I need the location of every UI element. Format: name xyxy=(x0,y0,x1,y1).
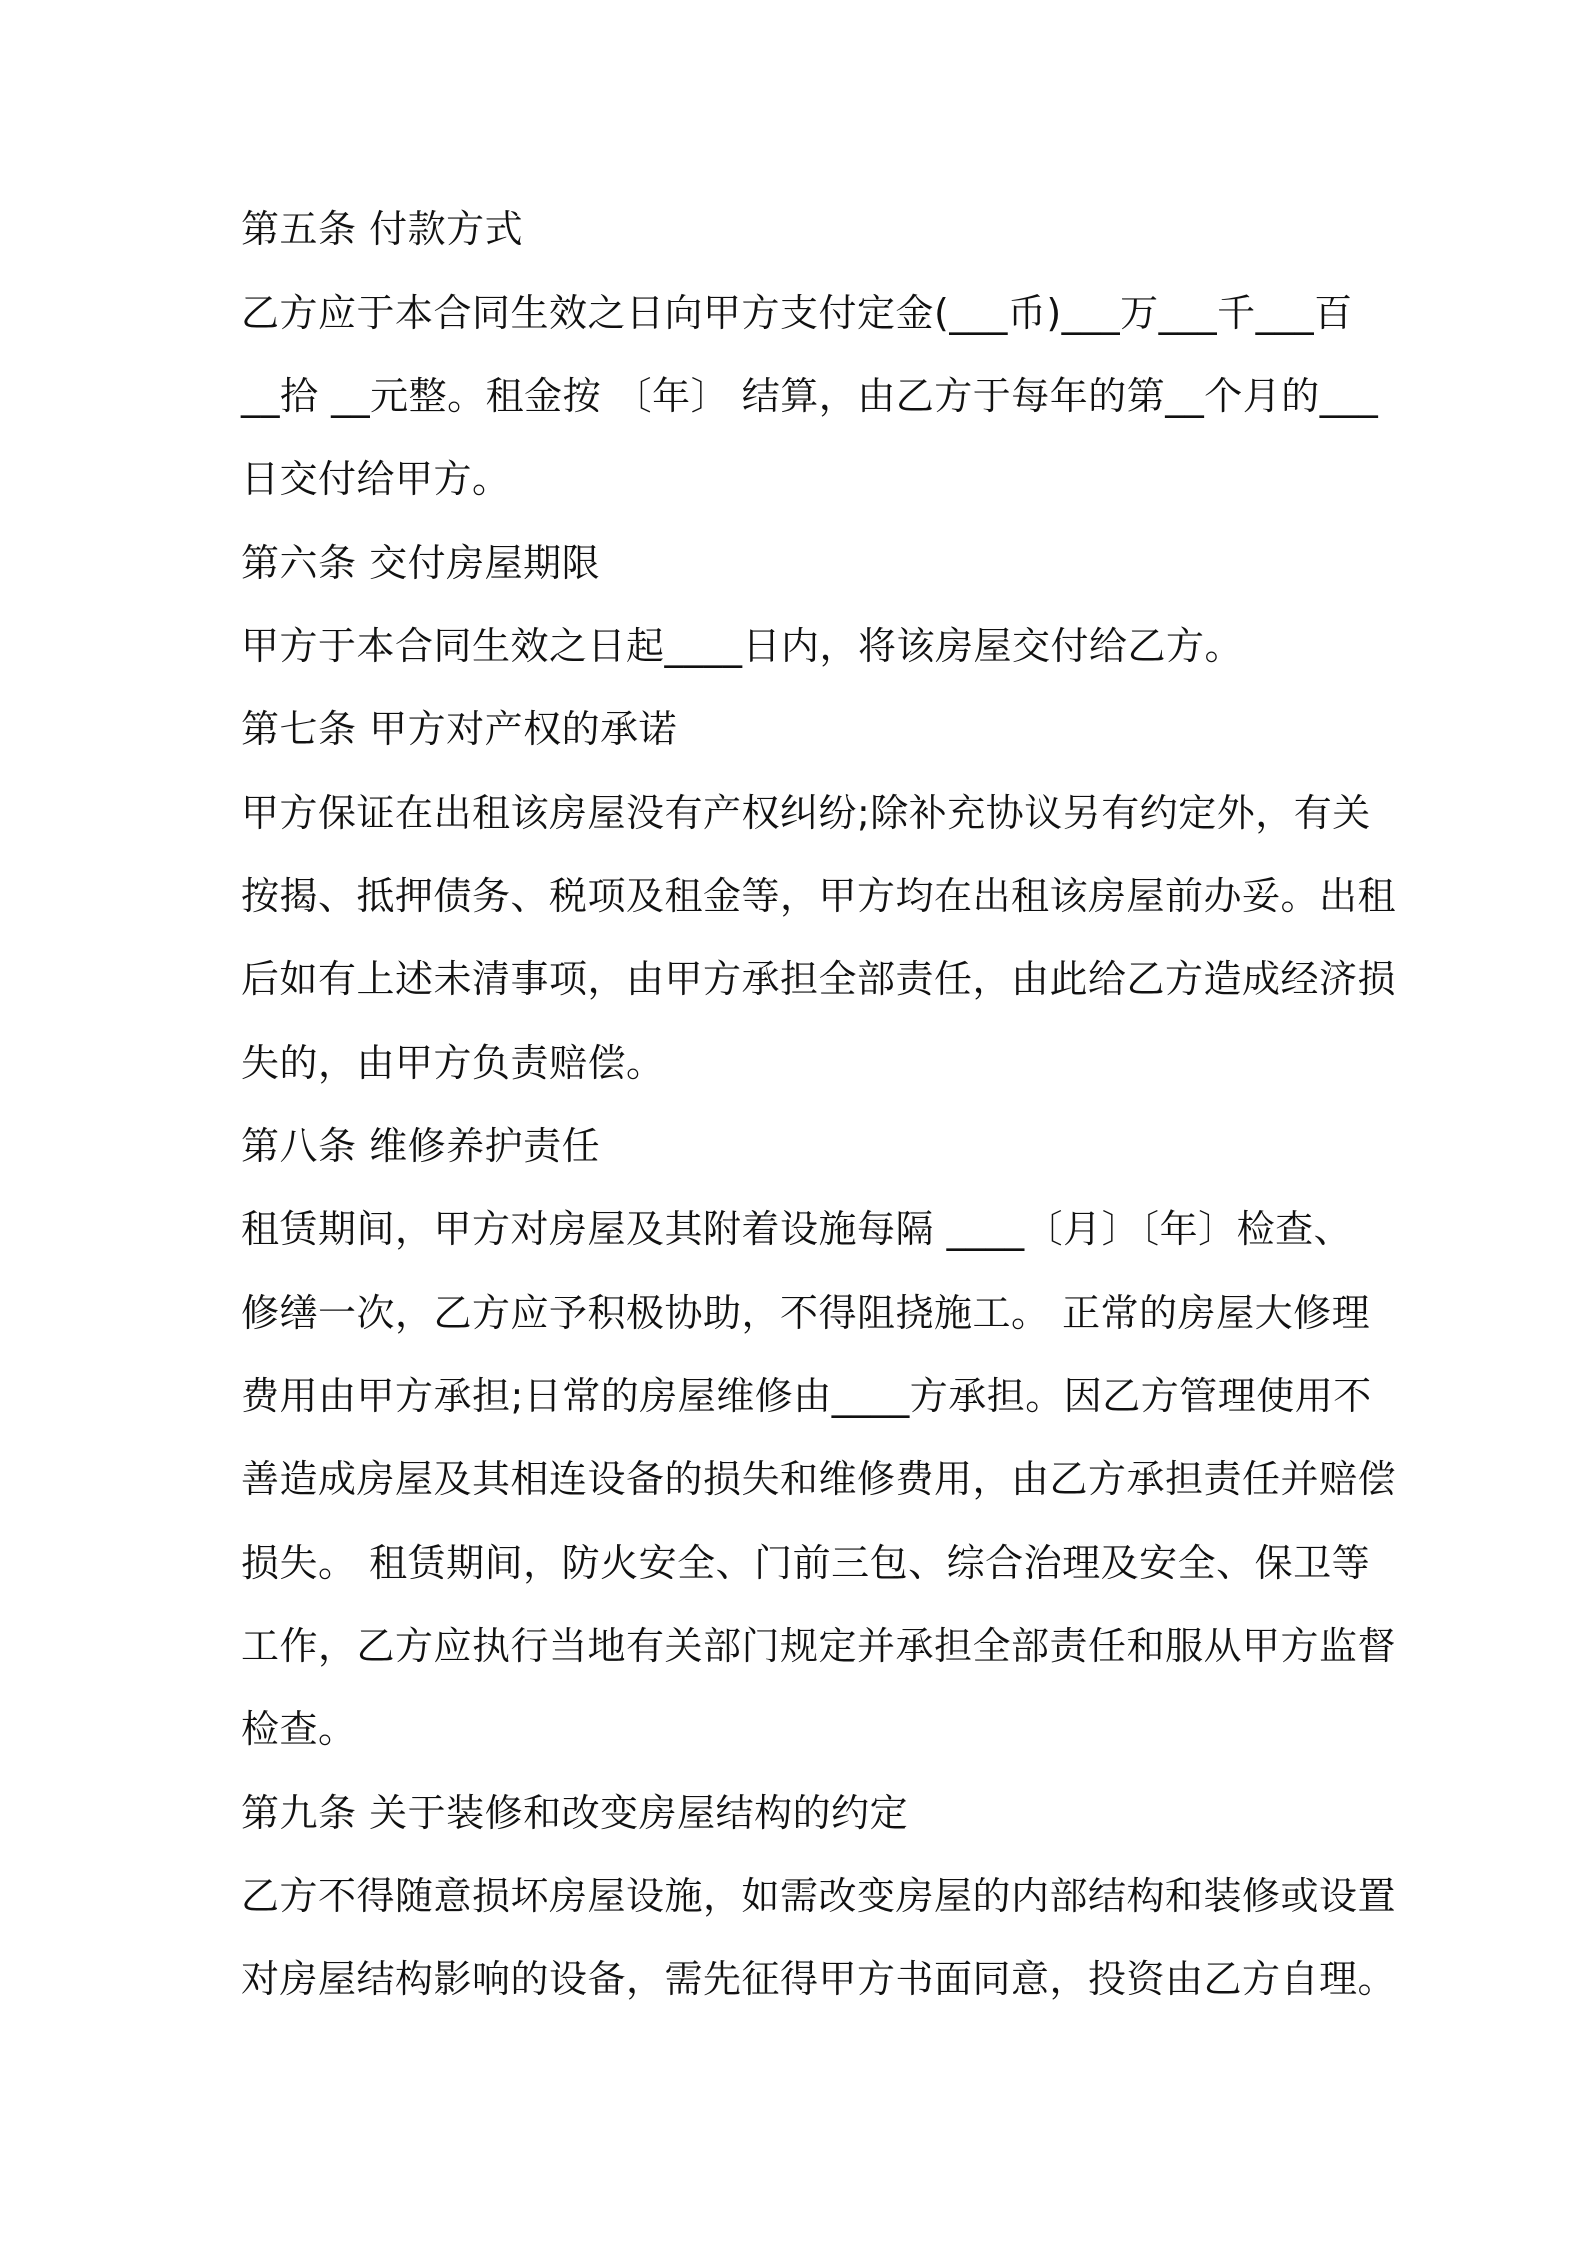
article-5-text-line: 乙方应于本合同生效之日向甲方支付定金(___币)___万___千___百 xyxy=(241,291,1353,335)
article-7-text-line: 后如有上述未清事项，由甲方承担全部责任，由此给乙方造成经济损 xyxy=(241,957,1397,1001)
article-5-text-line: __拾 __元整。租金按 〔年〕 结算，由乙方于每年的第__个月的___ xyxy=(241,374,1379,418)
article-8-text-line: 检查。 xyxy=(241,1707,357,1751)
article-6-text-line: 甲方于本合同生效之日起____日内，将该房屋交付给乙方。 xyxy=(241,624,1244,668)
article-8-heading: 第八条 维修养护责任 xyxy=(241,1124,601,1168)
article-7-text-line: 按揭、抵押债务、税项及租金等，甲方均在出租该房屋前办妥。出租 xyxy=(241,874,1397,918)
article-8-text-line: 费用由甲方承担;日常的房屋维修由____方承担。因乙方管理使用不 xyxy=(241,1374,1372,1418)
article-8-text-line: 修缮一次，乙方应予积极协助，不得阻挠施工。 正常的房屋大修理 xyxy=(241,1291,1371,1335)
article-8-text-line: 租赁期间，甲方对房屋及其附着设施每隔 ____〔月〕〔年〕检查、 xyxy=(241,1207,1353,1251)
article-6-heading: 第六条 交付房屋期限 xyxy=(241,541,601,585)
article-8-text-line: 工作，乙方应执行当地有关部门规定并承担全部责任和服从甲方监督 xyxy=(241,1624,1397,1668)
article-7-heading: 第七条 甲方对产权的承诺 xyxy=(241,707,678,751)
article-8-text-line: 善造成房屋及其相连设备的损失和维修费用，由乙方承担责任并赔偿 xyxy=(241,1457,1397,1501)
article-5-text-line: 日交付给甲方。 xyxy=(241,457,511,501)
article-7-text-line: 失的，由甲方负责赔偿。 xyxy=(241,1041,665,1085)
article-8-text-line: 损失。 租赁期间，防火安全、门前三包、综合治理及安全、保卫等 xyxy=(241,1541,1371,1585)
article-5-heading: 第五条 付款方式 xyxy=(241,207,524,251)
article-9-heading: 第九条 关于装修和改变房屋结构的约定 xyxy=(241,1791,909,1835)
article-9-text-line: 乙方不得随意损坏房屋设施，如需改变房屋的内部结构和装修或设置 xyxy=(241,1874,1397,1918)
article-7-text-line: 甲方保证在出租该房屋没有产权纠纷;除补充协议另有约定外，有关 xyxy=(241,791,1371,835)
article-9-text-line: 对房屋结构影响的设备，需先征得甲方书面同意，投资由乙方自理。 xyxy=(241,1957,1397,2001)
